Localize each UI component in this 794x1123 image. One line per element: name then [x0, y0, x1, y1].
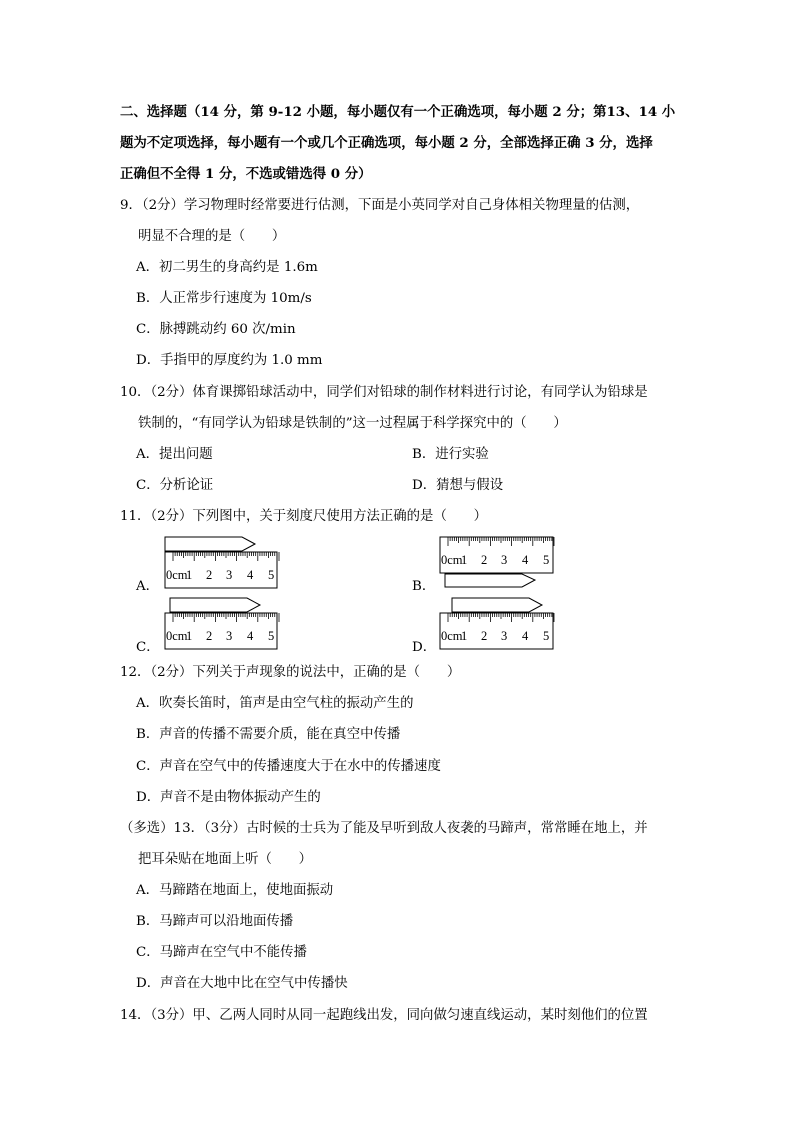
ruler-b-label-2: 2	[481, 553, 488, 567]
q9-option-b: B．人正常步行速度为 10m/s	[136, 291, 312, 306]
object-a	[165, 537, 255, 551]
ruler-b-label-1: 1	[461, 553, 468, 567]
q10-option-a: A．提出问题	[136, 447, 213, 462]
ruler-d-label-4: 4	[522, 629, 529, 643]
section-heading-line-1: 二、选择题（14 分，第 9-12 小题，每小题仅有一个正确选项，每小题 2 分；第13、14 小	[120, 104, 676, 120]
ruler-c-label-4: 4	[247, 629, 254, 643]
q9-option-d: D．手指甲的厚度约为 1.0 mm	[136, 353, 323, 368]
ruler-figure-b-svg	[436, 533, 561, 593]
ruler-c-label-0: 0cm	[166, 629, 188, 643]
ruler-d-label-5: 5	[543, 629, 550, 643]
ruler-figure-c	[160, 594, 285, 654]
section-heading-line-2: 题为不定项选择，每小题有一个或几个正确选项，每小题 2 分，全部选择正确 3 分，选择	[120, 135, 653, 151]
q13-stem-line-2: 把耳朵贴在地面上听（ ）	[138, 852, 313, 867]
q13-option-d: D．声音在大地中比在空气中传播快	[136, 976, 348, 991]
q11-stem: 11．（2分）下列图中，关于刻度尺使用方法正确的是（ ）	[120, 509, 488, 524]
object-c	[170, 598, 260, 612]
q10-stem-line-1: 10．（2分）体育课掷铅球活动中，同学们对铅球的制作材料进行讨论，有同学认为铅球是	[120, 385, 648, 400]
q14-stem: 14．（3分）甲、乙两人同时从同一起跑线出发，同向做匀速直线运动，某时刻他们的位置	[120, 1008, 648, 1023]
ruler-figure-d	[436, 594, 561, 654]
ruler-b-label-3: 3	[501, 553, 508, 567]
ruler-d-label-1: 1	[461, 629, 468, 643]
q10-option-b: B．进行实验	[412, 447, 489, 462]
q12-option-d: D．声音不是由物体振动产生的	[136, 790, 321, 805]
ruler-figure-c-svg	[160, 594, 285, 654]
object-b	[445, 574, 535, 587]
ruler-a-label-1: 1	[186, 568, 193, 582]
q10-option-c: C．分析论证	[136, 478, 214, 493]
ruler-a-label-2: 2	[206, 568, 213, 582]
q12-option-a: A．吹奏长笛时，笛声是由空气柱的振动产生的	[136, 696, 414, 711]
ruler-c-label-3: 3	[226, 629, 233, 643]
ruler-c-label-1: 1	[186, 629, 193, 643]
q9-stem-line-1: 9．（2分）学习物理时经常要进行估测，下面是小英同学对自己身体相关物理量的估测，	[120, 198, 640, 213]
ruler-b-label-0: 0cm	[441, 553, 463, 567]
ruler-c-label-5: 5	[268, 629, 275, 643]
q10-option-d: D．猜想与假设	[412, 478, 504, 493]
q9-option-a: A．初二男生的身高约是 1.6m	[136, 260, 318, 275]
ruler-d-label-2: 2	[481, 629, 488, 643]
q11-option-c-label: C．	[136, 640, 160, 655]
ruler-d-label-0: 0cm	[441, 629, 463, 643]
q12-option-b: B．声音的传播不需要介质，能在真空中传播	[136, 727, 401, 742]
ruler-a-label-4: 4	[247, 568, 254, 582]
ruler-figure-a-svg	[160, 533, 285, 593]
ruler-b-label-5: 5	[543, 553, 550, 567]
q11-option-b-label: B．	[412, 579, 436, 594]
ruler-figure-a	[160, 533, 285, 593]
q9-stem-line-2: 明显不合理的是（ ）	[138, 229, 286, 244]
q12-stem: 12．（2分）下列关于声现象的说法中，正确的是（ ）	[120, 665, 461, 680]
ruler-a-label-5: 5	[268, 568, 275, 582]
ruler-d-label-3: 3	[501, 629, 508, 643]
q11-option-a-label: A．	[136, 579, 160, 594]
ruler-a-label-0: 0cm	[166, 568, 188, 582]
q10-stem-line-2: 铁制的，“有同学认为铅球是铁制的”这一过程属于科学探究中的（ ）	[138, 416, 567, 431]
ruler-c-label-2: 2	[206, 629, 213, 643]
ruler-figure-d-svg	[436, 594, 561, 654]
ruler-figure-b	[436, 533, 561, 593]
ruler-b-label-4: 4	[522, 553, 529, 567]
section-heading-line-3: 正确但不全得 1 分，不选或错选得 0 分）	[120, 166, 372, 182]
q13-option-b: B．马蹄声可以沿地面传播	[136, 914, 294, 929]
q13-stem-line-1: （多选）13．（3分）古时候的士兵为了能及早听到敌人夜袭的马蹄声，常常睡在地上，并	[120, 821, 648, 836]
q13-option-a: A．马蹄踏在地面上，使地面振动	[136, 883, 334, 898]
ruler-a-label-3: 3	[226, 568, 233, 582]
q11-option-d-label: D．	[412, 640, 437, 655]
q9-option-c: C．脉搏跳动约 60 次/min	[136, 322, 296, 337]
q12-option-c: C．声音在空气中的传播速度大于在水中的传播速度	[136, 759, 441, 774]
object-d	[452, 598, 542, 612]
q13-option-c: C．马蹄声在空气中不能传播	[136, 945, 307, 960]
